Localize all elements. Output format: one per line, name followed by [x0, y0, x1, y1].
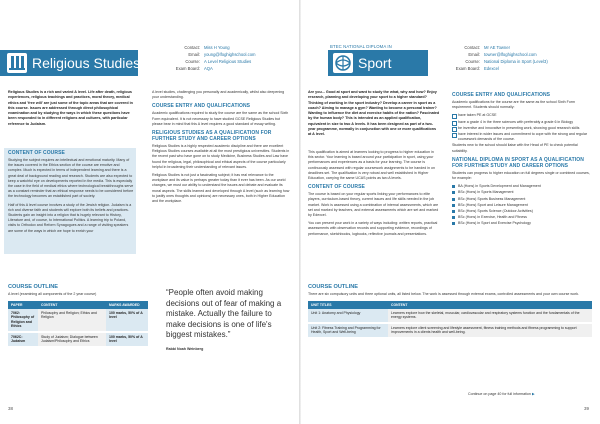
list-item: BSc (Hons) Sport and Leisure Management: [452, 203, 592, 208]
outline-subtext: There are six compulsory units and three optional units, all listed below. The work is assessed through external exams, controlled assessments and your own course work.: [308, 292, 579, 296]
entry-heading: COURSE ENTRY AND QUALIFICATIONS: [452, 92, 551, 98]
content-heading: CONTENT OF COURSE: [8, 150, 65, 156]
course-label: Course:: [185, 59, 200, 64]
list-item: BSc (Hons) Sports Science (Outdoor Activities): [452, 209, 592, 214]
contact-name: Miss H Young: [204, 45, 230, 50]
contact-label: Contact:: [464, 45, 480, 50]
page-number: 38: [8, 406, 14, 411]
religious-studies-logo-icon: [7, 53, 27, 73]
table-header: MARKS AWARDED: [106, 301, 148, 309]
page-title: Religious Studies: [32, 55, 141, 71]
course-outline: [8, 284, 148, 348]
content-paragraph-1: The course is based on your regular sports linking your performances to elite players, curriculum-based theory, current issues and life skills needed in the job market. Work is assessed using a combination of internal assessments, which are set and marked by teachers, and external assessments which are set and marked by Edexcel.: [308, 192, 439, 218]
career-section: [152, 90, 290, 207]
entry-note: Students new to the school should liaise with the Head of PE to check potential suitability.: [452, 143, 578, 153]
right-page: [300, 0, 600, 424]
qualification-paragraph: This qualification is aimed at learners looking to progress to higher education in this sector. Your learning is based around your participation in sport, using your performances and experiences as a basis for your learning. The course is continuously assessed with regular coursework assignments to be handed in on deadlines set. The qualification is very robust and well established in Higher Education, carrying the same UCAS points as two A levels.: [308, 150, 436, 181]
list-item: BSc (Hons) in Exercise, Health and Fitness: [452, 215, 592, 220]
contact-name: Mr AE Towner: [484, 45, 510, 50]
content-heading: CONTENT OF COURSE: [308, 184, 365, 191]
column-2-intro: A level studies, challenging you personally and academically, whilst also deepening your understanding.: [152, 90, 285, 100]
list-item: have interest in wider issues and commitment to cope with the strong and regular coursework demands of the course.: [452, 132, 592, 142]
continue-note: Continue on page 40 for full information ▶: [468, 392, 535, 396]
table-row: 7062: Philosophy of Religion and Ethics Philosophy and Religion; Ethics and Religion 100 marks, 50% of A level: [8, 309, 148, 332]
religious-studies-banner: [0, 50, 141, 76]
content-paragraph-2: Half of this A level course involves a study of the Jewish religion. Judaism is a rich and diverse faith and students will explore both its beliefs and practices. Students gain an insight into a religion that is hugely relevant to History, Literature and, of course, to International Politics. A learning trip to Poland, visits to Orthodox and Reform Synagogues and a range of visiting speakers are some of the ways in which we hope to enrich your: [8, 202, 132, 233]
page-title: Sport: [358, 55, 392, 71]
page-number: 39: [584, 406, 590, 411]
email-link[interactable]: towner@lfoghighschool.com: [484, 52, 537, 57]
quote-author: Rabbi Noah Weinberg: [166, 346, 204, 351]
career-list: [452, 184, 592, 226]
entry-heading: COURSE ENTRY AND QUALIFICATIONS: [152, 103, 251, 110]
sport-logo-icon: [333, 53, 353, 73]
contact-block: [450, 44, 548, 72]
exam-board-label: Exam Board:: [175, 66, 200, 71]
quote-text: “People often avoid making decisions out of fear of making a mistake. Actually the failure to make decisions is one of life's biggest mistakes.”: [166, 288, 282, 339]
title-tag: BTEC NATIONAL DIPLOMA IN: [330, 44, 392, 49]
outline-table: [308, 301, 592, 339]
intro-paragraph: Religious Studies is a rich and varied A level. Life after death, religious experiences, religious teachings and practices, moral theory, medical ethics and 'free will' are just some of the topic areas that are covered in this course. Issues are addressed through direct philosophical examination and by studying the ways in which these questions have been responded to in different religions and cultures, with particular reference to Judaism.: [8, 90, 133, 126]
list-item: BA (Hons) in Sports Development and Management: [452, 184, 592, 189]
career-paragraph: Students can progress to higher education on full degrees single or combined courses, for example:: [452, 170, 590, 181]
table-header: PAPER: [8, 301, 38, 309]
list-item: BSc (Hons) Sports Business Management: [452, 197, 592, 202]
course-label: Course:: [465, 59, 480, 64]
outline-table: [8, 301, 148, 348]
contact-block: [170, 44, 256, 72]
table-header: CONTENT: [38, 301, 106, 309]
content-paragraph-2: You can present your work in a variety of ways including: written reports, practical assessments with observation records and supporting evidence, recordings of performance, sketchbooks, logbooks, reflective journals and presentations.: [308, 221, 438, 236]
list-item: have a grade 4 in the three sciences with preferably a grade 6 in Biology: [452, 120, 592, 125]
email-label: Email:: [468, 52, 480, 57]
table-header: UNIT TITLES: [308, 301, 388, 309]
list-item: be inventive and innovative in presenting work, showing good research skills: [452, 126, 592, 131]
table-header: CONTENT: [388, 301, 592, 309]
career-paragraph-1: Religious Studies is a highly respected academic discipline and there are excellent Religious Studies courses available at all the most prestigious universities. Students in the recent past who have gone on to study Medicine, Business Studies and Law have found the religious, legal, philosophical and ethical aspects of the course particularly helpful in broadening their understanding of relevant issues.: [152, 144, 290, 169]
exam-board-value: AQA: [204, 66, 213, 71]
course-value: A Level Religious Studies: [204, 59, 252, 64]
outline-heading: COURSE OUTLINE: [8, 284, 59, 290]
content-section: [8, 148, 134, 237]
list-item: have taken PE at GCSE: [452, 113, 592, 118]
table-row: Unit 1: Anatomy and Physiology Learners explore how the skeletal, muscular, cardiovascular and respiratory systems function and the fundamentals of the energy systems.: [308, 309, 592, 323]
content-paragraph-1: Studying the subject requires an intellectual and emotional maturity. Many of the issues covered in the Ethics section of the course are emotive and complex. Much is expected in terms of independent learning and there is a great deal of background reading and research. Students are also expected to keep a watchful eye on developments reported in the media. This is especially the case in the field of medical ethics where technological breakthroughs serve as a constant reminder that an ethical response needs to be considered before the technology becomes an established part of society.: [8, 158, 134, 199]
sport-banner: [328, 50, 428, 76]
exam-board-value: Edexcel: [484, 66, 499, 71]
career-heading: RELIGIOUS STUDIES AS A QUALIFICATION FOR FURTHER STUDY AND CAREER OPTIONS: [152, 130, 272, 143]
course-outline: [308, 284, 592, 339]
email-label: Email:: [188, 52, 200, 57]
table-row: Unit 2: Fitness Training and Programming for Health, Sport and Well-being Learners explore client screening and lifestyle assessment, fitness training methods and fitness programming to support improvements in a clients health and well-being.: [308, 323, 592, 338]
list-item: BSc (Hons) in Sport and Exercise Psychology: [452, 221, 592, 226]
entry-paragraph: Academic qualifications for the course are the same as the school Sixth Form requirement. Students should normally:: [452, 100, 576, 110]
contact-label: Contact:: [184, 45, 200, 50]
entry-list: [452, 113, 592, 142]
intro-paragraph: Are you... Good at sport and want to study the what, why and how? Enjoy research, planning and developing your sport to a higher standard? Thinking of working in the sport industry? Develop a career in sport as a coach? Aiming to manage a gym? Wanting to become a personal trainer? Wanting to influence the diet and exercise habits of the nation? Fascinated by the human body? This is intended as an applied qualification, equivalent in size to two A levels. It has been designed as part of a two-year programme, normally in conjunction with one or more qualifications at A level.: [308, 90, 440, 137]
arrow-right-icon: ▶: [531, 392, 535, 396]
pull-quote: [166, 288, 284, 354]
exam-board-label: Exam Board:: [455, 66, 480, 71]
outline-subtext: A level (examining all components of the 2 year course): [8, 292, 97, 296]
entry-section: [452, 90, 592, 228]
list-item: BSc (Hons) in Sports Management: [452, 190, 592, 195]
entry-paragraph: Academic qualifications required to study the course are the same as the school Sixth Form equivalent. It is not necessary to have studied GCSE Religious Studies but please bear in mind that this A level requires a good standard of essay writing.: [152, 111, 289, 126]
email-link[interactable]: young@lfoghighschool.com: [204, 52, 256, 57]
qualification-section: [308, 150, 440, 240]
career-heading: NATIONAL DIPLOMA IN SPORT AS A QUALIFICATION FOR FURTHER STUDY AND CAREER OPTIONS: [452, 156, 584, 169]
outline-heading: COURSE OUTLINE: [308, 284, 359, 290]
table-row: 7062C: Judaism Study of Judaism; Dialogue between Judaism/Philosophy and Ethics 100 marks, 50% of A level: [8, 332, 148, 347]
career-paragraph-2: Religious Studies is not just a fascinating subject; it has real relevance to the workplace and its value is perhaps greater today than it ever has been. As our world changes, we must our ability to understand the issues and debate and evaluate its moral aspects. The skills learned and developed through A level (such as learning how to justify ones thoughts and opinions) are necessary ones, both in Higher Education and the workplace.: [152, 173, 290, 204]
course-value: National Diploma in Sport (Level3): [484, 59, 548, 64]
